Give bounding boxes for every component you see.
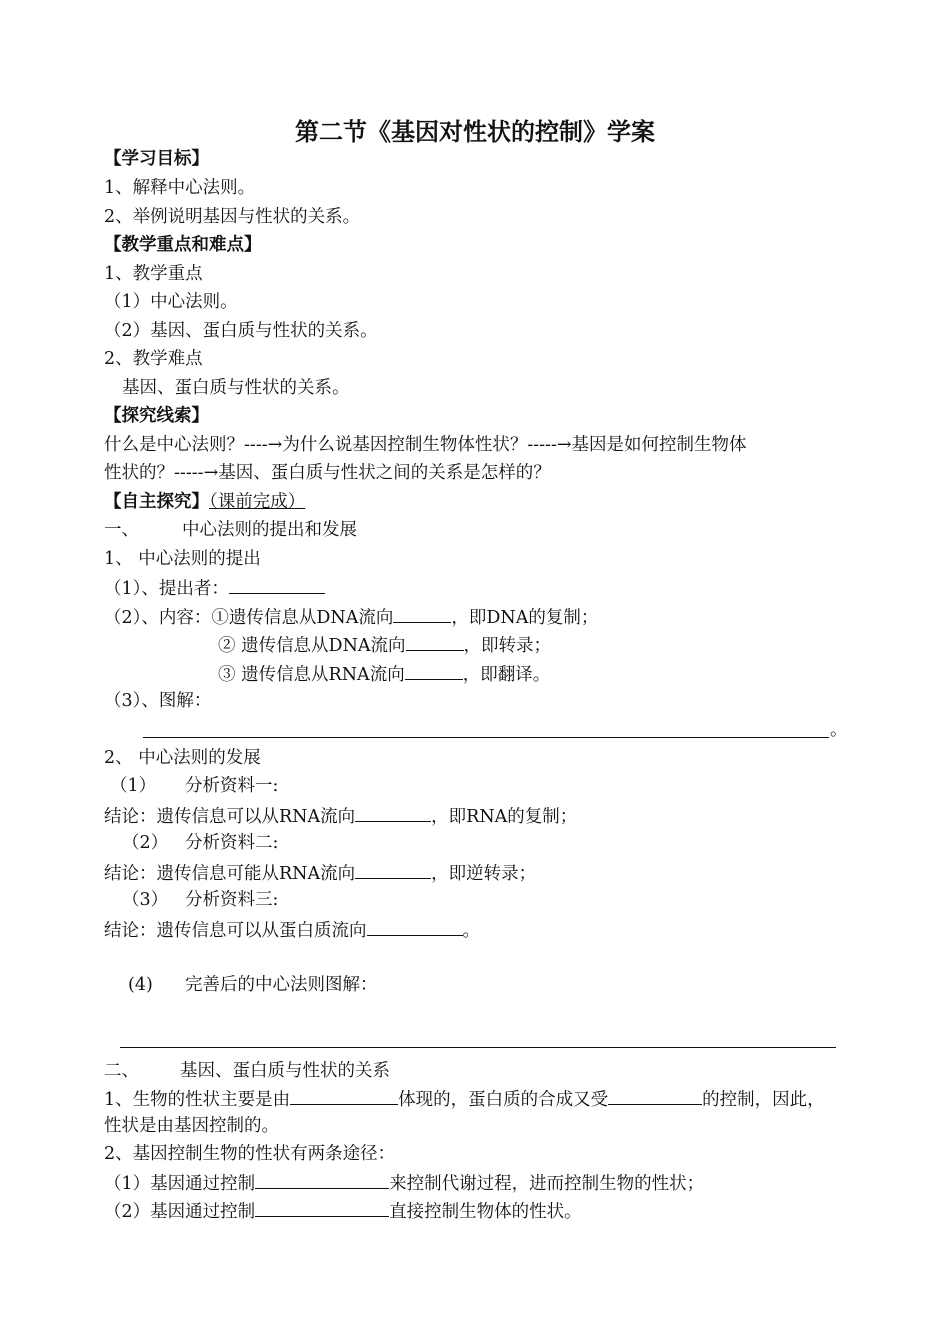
question-1-blank-1[interactable] — [290, 1086, 398, 1105]
key-points-heading: 【教学重点和难点】 — [104, 235, 262, 255]
focus-title: 1、教学重点 — [104, 264, 203, 284]
material-2-label: （2） — [122, 833, 169, 853]
content-3-blank[interactable] — [405, 661, 463, 680]
question-1-blank-2[interactable] — [608, 1086, 702, 1105]
focus-item-2: （2）基因、蛋白质与性状的关系。 — [104, 321, 378, 341]
material-3-text: 分析资料三: — [185, 890, 279, 910]
pathway-1-suffix: 来控制代谢过程，进而控制生物的性状； — [389, 1174, 705, 1194]
pathway-2-prefix: （2）基因通过控制 — [104, 1202, 256, 1222]
diagram-blank-line[interactable] — [143, 737, 829, 738]
objective-item-1: 1、解释中心法则。 — [104, 178, 256, 198]
material-4-text: 完善后的中心法则图解： — [185, 975, 378, 995]
conclusion-1-prefix: 结论：遗传信息可以从RNA流向 — [104, 807, 356, 827]
part2-number: 二、 — [104, 1061, 139, 1081]
conclusion-2-suffix: ，即逆转录； — [431, 864, 537, 884]
conclusion-1-suffix: ，即RNA的复制； — [431, 807, 578, 827]
clues-line-1: 什么是中心法则？----→为什么说基因控制生物体性状？-----→基因是如何控制生物体 — [104, 435, 747, 455]
content-row-3 — [218, 661, 550, 687]
material-2-text: 分析资料二: — [185, 833, 279, 853]
conclusion-1-blank[interactable] — [355, 803, 431, 822]
pathway-2-row — [104, 1198, 582, 1224]
content-1-suffix: ，即DNA的复制； — [451, 608, 599, 628]
content-1-blank[interactable] — [393, 604, 451, 623]
proposer-label: （1）、提出者： — [104, 579, 229, 599]
final-diagram-blank-line[interactable] — [120, 1047, 836, 1048]
question-1-row — [104, 1086, 825, 1112]
conclusion-3-blank[interactable] — [367, 917, 463, 936]
self-study-note: （课前完成） — [209, 492, 306, 512]
conclusion-2-blank[interactable] — [355, 860, 431, 879]
part1-section2-title: 2、 中心法则的发展 — [104, 748, 261, 768]
pathway-1-blank[interactable] — [255, 1170, 389, 1189]
objectives-heading: 【学习目标】 — [104, 149, 209, 169]
self-study-line — [104, 490, 305, 514]
focus-item-1: （1）中心法则。 — [104, 292, 238, 312]
part1-section1-title: 1、 中心法则的提出 — [104, 549, 261, 569]
content-3-suffix: ，即翻译。 — [462, 665, 551, 685]
question-1-part-a: 1、生物的性状主要是由 — [104, 1090, 291, 1110]
page-title: 第二节《基因对性状的控制》学案 — [295, 117, 655, 146]
difficulty-title: 2、教学难点 — [104, 349, 203, 369]
question-2: 2、基因控制生物的性状有两条途径： — [104, 1144, 396, 1164]
content-2-prefix: ② 遗传信息从DNA流向 — [218, 636, 406, 656]
proposer-row — [104, 575, 325, 601]
diagram-end-mark: 。 — [830, 720, 848, 740]
difficulty-item: 基因、蛋白质与性状的关系。 — [122, 378, 350, 398]
conclusion-2-prefix: 结论：遗传信息可能从RNA流向 — [104, 864, 356, 884]
question-1-part-b: 体现的，蛋白质的合成又受 — [398, 1090, 609, 1110]
proposer-blank[interactable] — [229, 575, 325, 594]
conclusion-3-row — [104, 917, 480, 943]
question-1-line-2: 性状是由基因控制的。 — [104, 1116, 279, 1136]
part1-title: 中心法则的提出和发展 — [182, 520, 357, 540]
material-1-text: 分析资料一: — [185, 776, 279, 796]
part1-number: 一、 — [104, 520, 139, 540]
content-label: （2）、内容： — [104, 608, 212, 628]
material-4-label: (4) — [128, 975, 153, 995]
material-3-label: （3） — [122, 890, 169, 910]
content-3-prefix: ③ 遗传信息从RNA流向 — [218, 665, 405, 685]
content-row-1 — [104, 604, 598, 630]
content-2-suffix: ，即转录； — [463, 636, 552, 656]
pathway-2-suffix: 直接控制生物体的性状。 — [389, 1202, 582, 1222]
conclusion-3-prefix: 结论：遗传信息可以从蛋白质流向 — [104, 921, 367, 941]
objective-item-2: 2、举例说明基因与性状的关系。 — [104, 207, 361, 227]
question-1-part-c: 的控制，因此， — [702, 1090, 825, 1110]
clues-heading: 【探究线索】 — [104, 406, 209, 426]
diagram-label: （3）、图解： — [104, 691, 212, 711]
clues-line-2: 性状的？-----→基因、蛋白质与性状之间的关系是怎样的？ — [104, 463, 551, 483]
content-1-prefix: ①遗传信息从DNA流向 — [211, 608, 394, 628]
pathway-2-blank[interactable] — [255, 1198, 389, 1217]
pathway-1-row — [104, 1170, 704, 1196]
content-2-blank[interactable] — [406, 632, 464, 651]
part2-title: 基因、蛋白质与性状的关系 — [180, 1061, 390, 1081]
conclusion-3-suffix: 。 — [462, 921, 480, 941]
material-1-label: （1） — [110, 776, 157, 796]
pathway-1-prefix: （1）基因通过控制 — [104, 1174, 256, 1194]
content-row-2 — [218, 632, 551, 658]
self-study-heading: 【自主探究】 — [104, 492, 209, 512]
conclusion-2-row — [104, 860, 536, 886]
conclusion-1-row — [104, 803, 577, 829]
